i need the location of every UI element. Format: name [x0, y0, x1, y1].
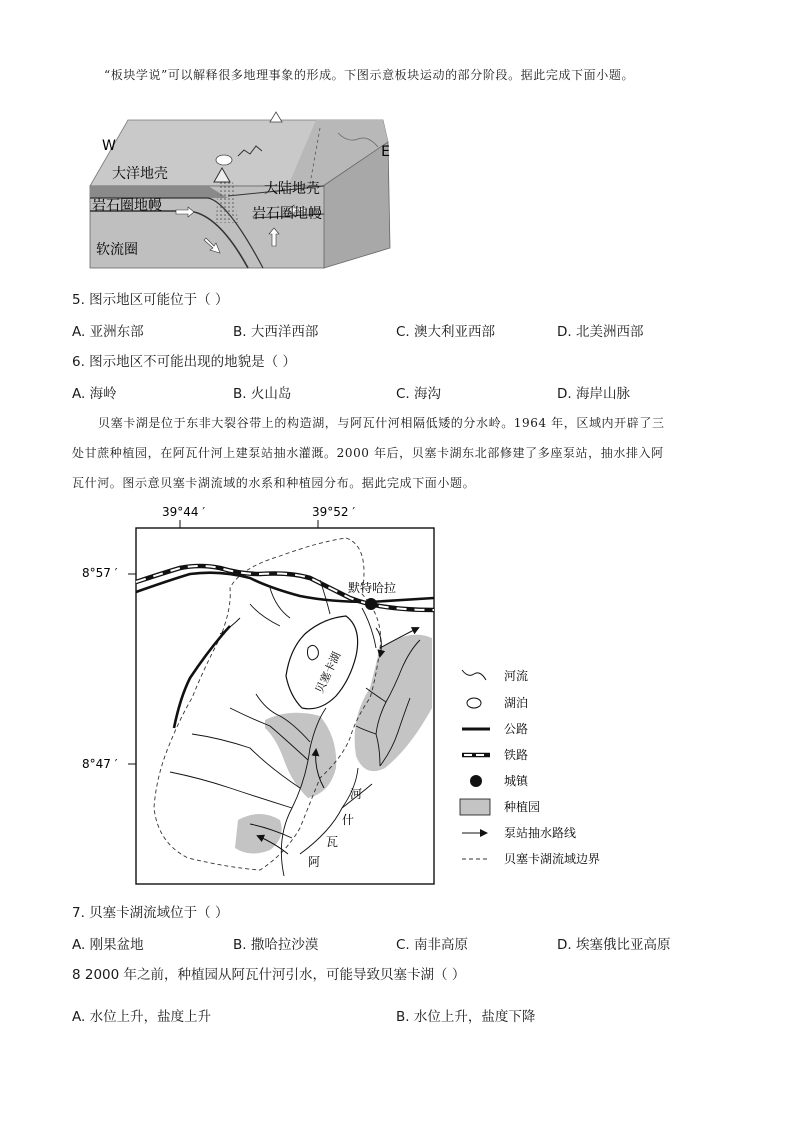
latitude-label-2: 8°47 ′ [82, 757, 118, 771]
oceanic-crust-layer [90, 186, 228, 198]
lake-beseka-map [80, 498, 640, 890]
legend-lake: 湖泊 [504, 696, 529, 710]
legend-town: 城镇 [504, 774, 529, 788]
longitude-label-1: 39°44 ′ [162, 505, 206, 519]
lithospheric-mantle-left-label: 岩石圈地幔 [92, 198, 162, 214]
river-icon [462, 670, 486, 680]
q5-option-b: B. 大西洋西部 [233, 324, 319, 340]
question-5-stem: 5. 图示地区可能位于（ ） [72, 292, 229, 308]
q8-option-b: B. 水位上升，盐度下降 [396, 1009, 536, 1025]
distant-volcano-icon [270, 112, 282, 122]
eruption-cloud-icon [216, 155, 232, 165]
question-8-stem: 8 2000 年之前，种植园从阿瓦什河引水，可能导致贝塞卡湖（ ） [72, 967, 466, 983]
plate-subduction-diagram [88, 98, 393, 270]
intro-paragraph-2-line-3: 瓦什河。图示意贝塞卡湖流域的水系和种植园分布。据此完成下面小题。 [72, 476, 476, 490]
intro-paragraph-2-line-2: 处甘蔗种植园，在阿瓦什河上建泵站抽水灌溉。2000 年后，贝塞卡湖东北部修建了多座泵站，抽水排入阿 [72, 446, 664, 460]
lake-icon [467, 698, 481, 708]
q6-option-a: A. 海岭 [72, 386, 117, 402]
town-label: 默特哈拉 [348, 581, 397, 595]
river-char-3: 瓦 [326, 835, 339, 849]
intro-paragraph-2-line-1: 贝塞卡湖是位于东非大裂谷带上的构造湖，与阿瓦什河相隔低矮的分水岭。1964 年，区域内开辟了三 [98, 416, 665, 430]
intro-paragraph-1: “板块学说”可以解释很多地理事象的形成。下图示意板块运动的部分阶段。据此完成下面小题。 [104, 68, 635, 82]
q7-option-b: B. 撒哈拉沙漠 [233, 937, 319, 953]
longitude-label-2: 39°52 ′ [312, 505, 356, 519]
legend-basin-boundary: 贝塞卡湖流域边界 [504, 852, 601, 866]
q6-option-d: D. 海岸山脉 [557, 386, 630, 402]
legend [460, 668, 600, 866]
west-label: W [102, 138, 116, 154]
question-6-stem: 6. 图示地区不可能出现的地貌是（ ） [72, 354, 296, 370]
q7-option-c: C. 南非高原 [396, 937, 469, 953]
town-metahara [365, 598, 377, 610]
asthenosphere-label: 软流圈 [96, 242, 138, 258]
lake-label: 贝塞卡湖 [312, 649, 344, 696]
q6-option-b: B. 火山岛 [233, 386, 292, 402]
plantation-icon [460, 799, 490, 815]
q7-option-d: D. 埃塞俄比亚高原 [557, 937, 671, 953]
q7-option-a: A. 刚果盆地 [72, 937, 144, 953]
legend-river: 河流 [504, 669, 529, 683]
q5-option-d: D. 北美洲西部 [557, 324, 644, 340]
q6-option-c: C. 海沟 [396, 386, 442, 402]
legend-pump-route: 泵站抽水路线 [504, 826, 577, 840]
river-char-1: 河 [350, 787, 363, 801]
q8-option-a: A. 水位上升，盐度上升 [72, 1009, 212, 1025]
legend-plantation: 种植园 [504, 800, 541, 814]
town-icon [470, 775, 482, 787]
river-char-4: 阿 [308, 855, 321, 869]
q5-option-a: A. 亚洲东部 [72, 324, 144, 340]
east-label: E [381, 144, 390, 160]
latitude-label-1: 8°57 ′ [82, 566, 118, 580]
question-7-stem: 7. 贝塞卡湖流域位于（ ） [72, 905, 229, 921]
q5-option-c: C. 澳大利亚西部 [396, 324, 496, 340]
continental-crust-label: 大陆地壳 [264, 181, 320, 197]
legend-railway: 铁路 [504, 748, 529, 762]
lithospheric-mantle-right-label: 岩石圈地幔 [252, 206, 322, 222]
legend-road: 公路 [504, 722, 529, 736]
oceanic-crust-label: 大洋地壳 [112, 166, 168, 182]
river-char-2: 什 [342, 813, 355, 827]
